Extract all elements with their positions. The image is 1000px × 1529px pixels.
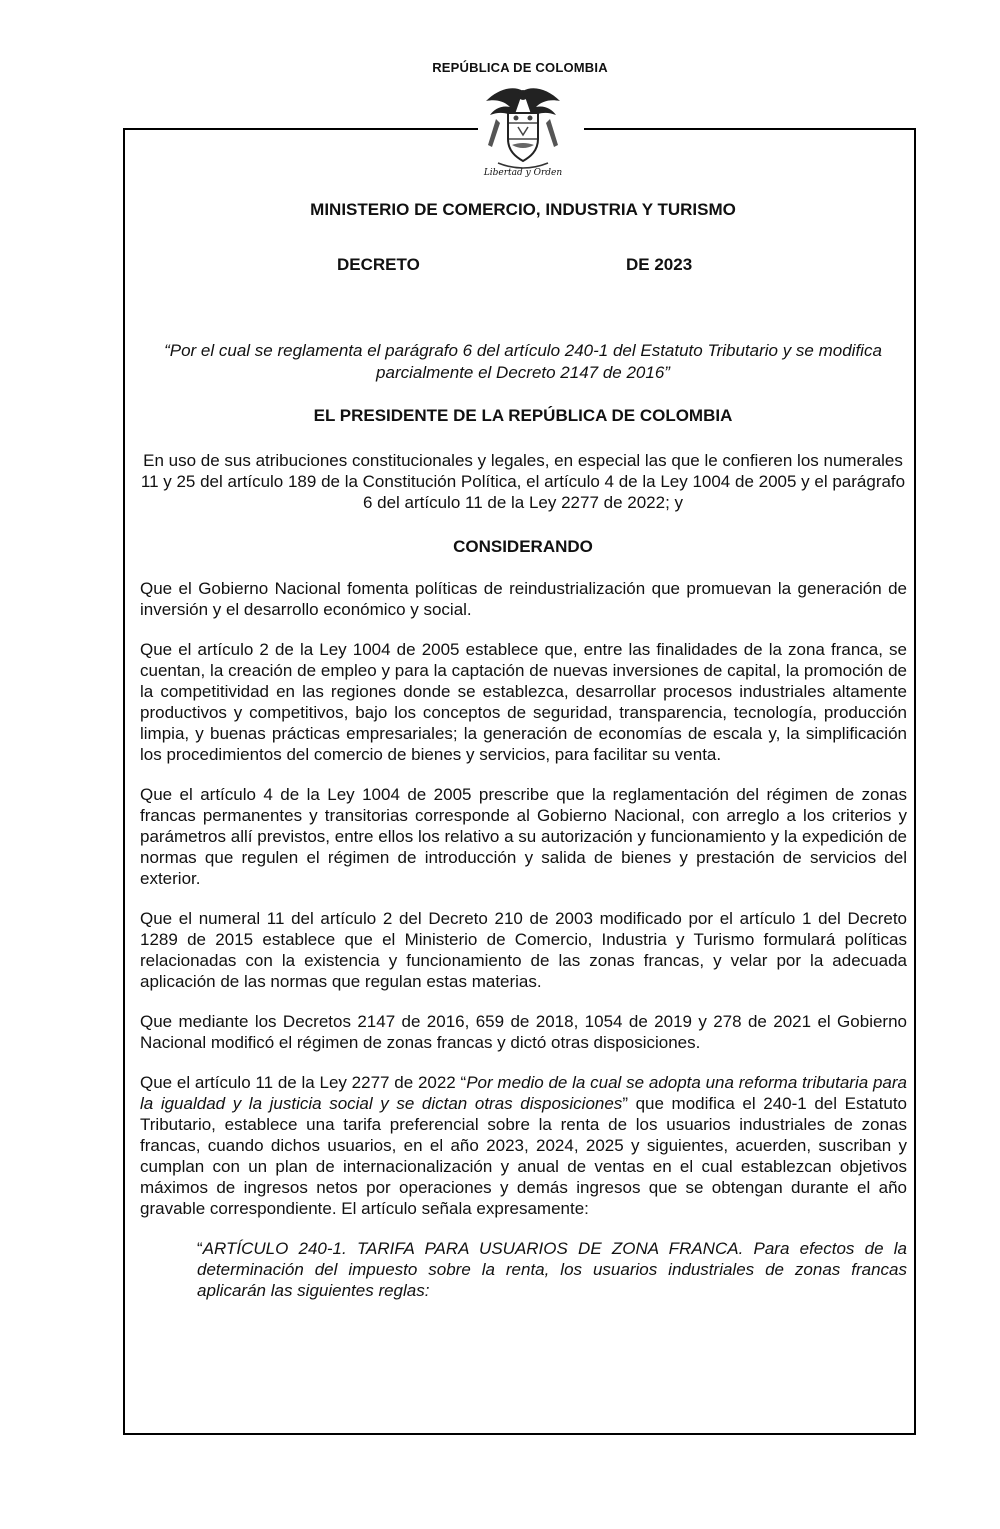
considering-heading: CONSIDERANDO bbox=[453, 537, 593, 556]
paragraph-text: ” que modifica el 240-1 del Estatuto Tributario, establece una tarifa preferencial sobre la renta de los usuarios industriales de zonas francas, cuando dichos usuarios, en el año 2023, 2024, 2025 y siguientes, acuerden, suscriban y cumplan con un plan de internacionalización y anual de ventas en el cual establezcan objetivos máximos de ingresos netos por operaciones y demás ingresos que se obtengan durante el año gravable correspondiente. El artículo señala expresamente: bbox=[140, 1094, 907, 1218]
considerations-body bbox=[140, 578, 907, 1320]
quote-mark: “ bbox=[197, 1239, 203, 1258]
decree-year: DE 2023 bbox=[626, 255, 693, 274]
paragraph bbox=[140, 1072, 907, 1219]
motto-text: Libertad y Orden bbox=[483, 168, 563, 178]
paragraph: Que el Gobierno Nacional fomenta políticas de reindustrialización que promuevan la generación de inversión y el desarrollo económico y social. bbox=[140, 579, 907, 619]
decree-label: DECRETO bbox=[337, 255, 420, 274]
paragraph: Que mediante los Decretos 2147 de 2016, 659 de 2018, 1054 de 2019 y 278 de 2021 el Gobierno Nacional modificó el régimen de zonas francas y dictó otras disposiciones. bbox=[140, 1012, 907, 1052]
paragraph-text: Que el artículo 11 de la Ley 2277 de 2022 “ bbox=[140, 1073, 467, 1092]
president-heading: EL PRESIDENTE DE LA REPÚBLICA DE COLOMBIA bbox=[313, 406, 733, 425]
republic-heading: REPÚBLICA DE COLOMBIA bbox=[432, 60, 608, 75]
ministry-title: MINISTERIO DE COMERCIO, INDUSTRIA Y TURISMO bbox=[310, 200, 736, 219]
quoted-article bbox=[197, 1238, 907, 1301]
law-title: Por medio de la cual se adopta una reforma tributaria para la igualdad y la justicia social y se dictan otras disposiciones bbox=[140, 1073, 907, 1113]
paragraph: Que el artículo 2 de la Ley 1004 de 2005 establece que, entre las finalidades de la zona franca, se cuentan, la creación de empleo y para la captación de nuevas inversiones de capital, la promoción de la competitividad en las regiones donde se establezca, desarrollar procesos industriales altamente productivos y competitivos, bajo los conceptos de seguridad, transparencia, tecnología, producción limpia, y buenas prácticas empresariales; la generación de economías de escala y, la simplificación los procedimientos del comercio de bienes y servicios, para facilitar su venta. bbox=[140, 640, 907, 764]
paragraph: Que el numeral 11 del artículo 2 del Decreto 210 de 2003 modificado por el artículo 1 del Decreto 1289 de 2015 establece que el Ministerio de Comercio, Industria y Turismo formulará políticas relacionadas con la existencia y funcionamiento de las zonas francas, y velar por la adecuada aplicación de las normas que regulan estas materias. bbox=[140, 909, 907, 991]
quote-text: ARTÍCULO 240-1. TARIFA PARA USUARIOS DE ZONA FRANCA. Para efectos de la determinación del impuesto sobre la renta, los usuarios industriales de zonas francas aplicarán las siguientes reglas: bbox=[197, 1239, 907, 1300]
paragraph: Que el artículo 4 de la Ley 1004 de 2005 prescribe que la reglamentación del régimen de zonas francas permanentes y transitorias corresponde al Gobierno Nacional, con arreglo a los criterios y parámetros allí previstos, entre ellos los relativo a su autorización y funcionamiento y la expedición de normas que regulen el régimen de introducción y salida de bienes y prestación de servicios del exterior. bbox=[140, 785, 907, 888]
decree-number-row bbox=[140, 255, 906, 277]
decree-title: “Por el cual se reglamenta el parágrafo 6 del artículo 240-1 del Estatuto Tributario y se modifica parcialmente el Decreto 2147 de 2016” bbox=[164, 341, 882, 382]
powers-paragraph: En uso de sus atribuciones constitucionales y legales, en especial las que le confieren los numerales 11 y 25 del artículo 189 de la Constitución Política, el artículo 4 de la Ley 1004 de 2005 y el parágrafo 6 del artículo 11 de la Ley 2277 de 2022; y bbox=[140, 451, 906, 512]
